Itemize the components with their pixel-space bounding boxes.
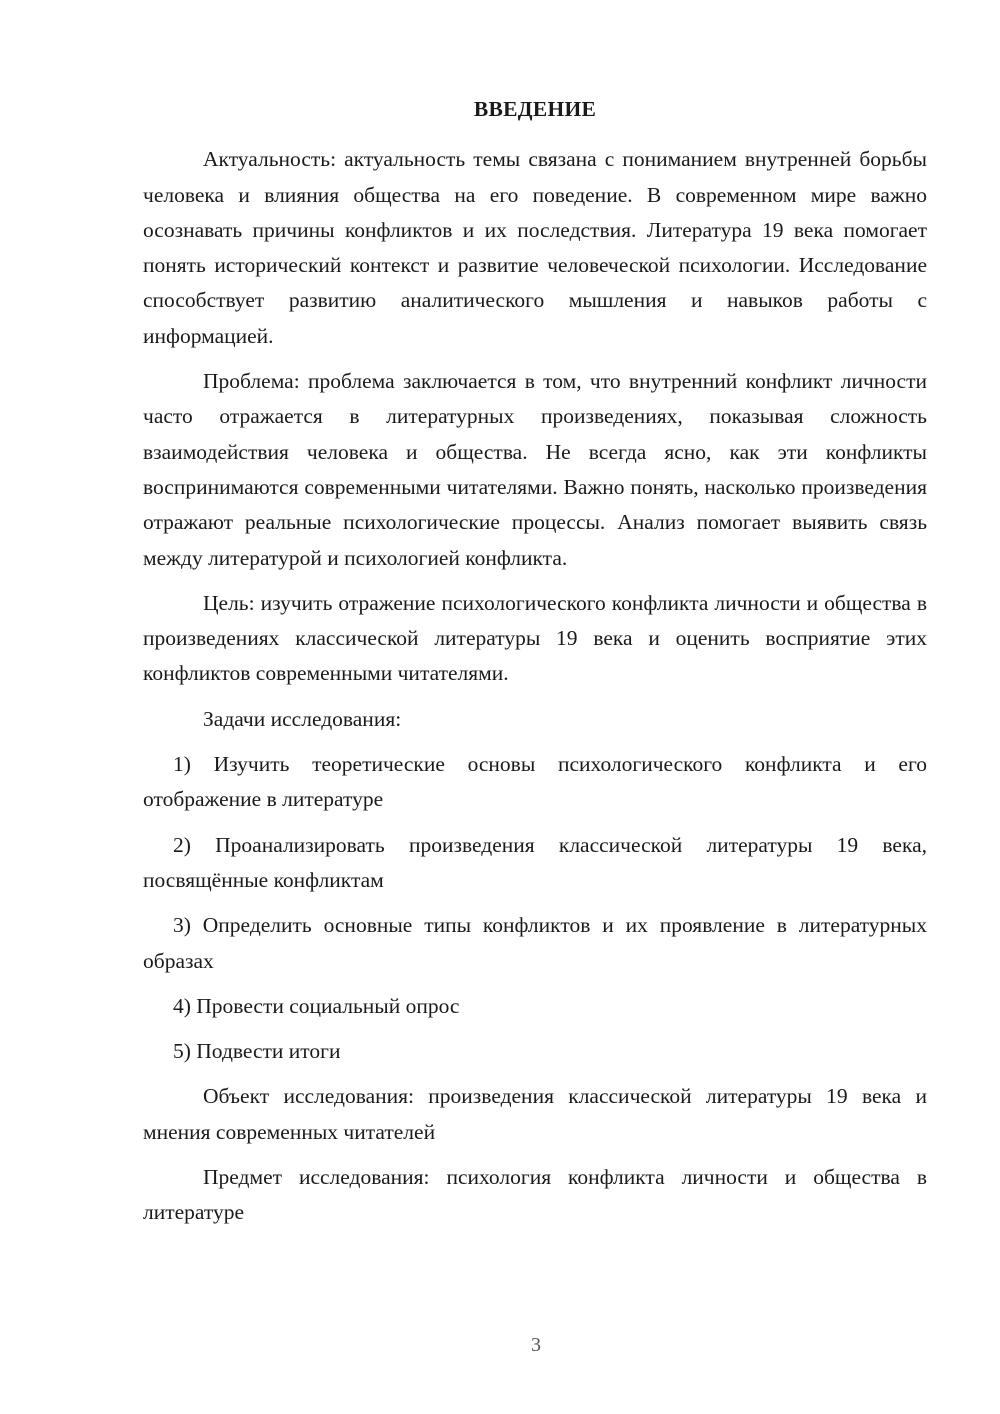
list-item: 4) Провести социальный опрос (173, 993, 460, 1018)
section-heading: ВВЕДЕНИЕ (473, 97, 597, 121)
page-number: 3 (531, 1334, 541, 1356)
relevance-paragraph: Актуальность: актуальность темы связана с пониманием внутренней борьбы человека и влияния общества на его поведение. В современном мире важно осознавать причины конфликтов и их последствия. Литература 19 века помогает понять исторический контекст и развитие человеческой психологии. Исследование способствует развитию аналитического мышления и навыков работы с информацией. (143, 147, 927, 348)
tasks-list (143, 747, 927, 1069)
tasks-heading: Задачи исследования: (203, 706, 402, 731)
goal-paragraph: Цель: изучить отражение психологического конфликта личности и общества в произведениях классической литературы 19 века и оценить восприятие этих конфликтов современными читателями. (143, 590, 927, 686)
document-page (143, 92, 927, 1241)
list-item: 3) Определить основные типы конфликтов и их проявление в литературных образах (143, 913, 927, 973)
research-object-paragraph: Объект исследования: произведения классической литературы 19 века и мнения современных читателей (143, 1084, 927, 1144)
list-item: 5) Подвести итоги (173, 1039, 341, 1064)
research-subject-paragraph: Предмет исследования: психология конфликта личности и общества в литературе (143, 1165, 927, 1225)
list-item: 2) Проанализировать произведения классической литературы 19 века, посвящённые конфликтам (143, 832, 927, 892)
list-item: 1) Изучить теоретические основы психологического конфликта и его отображение в литературе (143, 752, 927, 812)
problem-paragraph: Проблема: проблема заключается в том, что внутренний конфликт личности часто отражается в литературных произведениях, показывая сложность взаимодействия человека и общества. Не всегда ясно, как эти конфликты воспринимаются современными читателями. Важно понять, насколько произведения отражают реальные психологические процессы. Анализ помогает выявить связь между литературой и психологией конфликта. (143, 369, 927, 570)
